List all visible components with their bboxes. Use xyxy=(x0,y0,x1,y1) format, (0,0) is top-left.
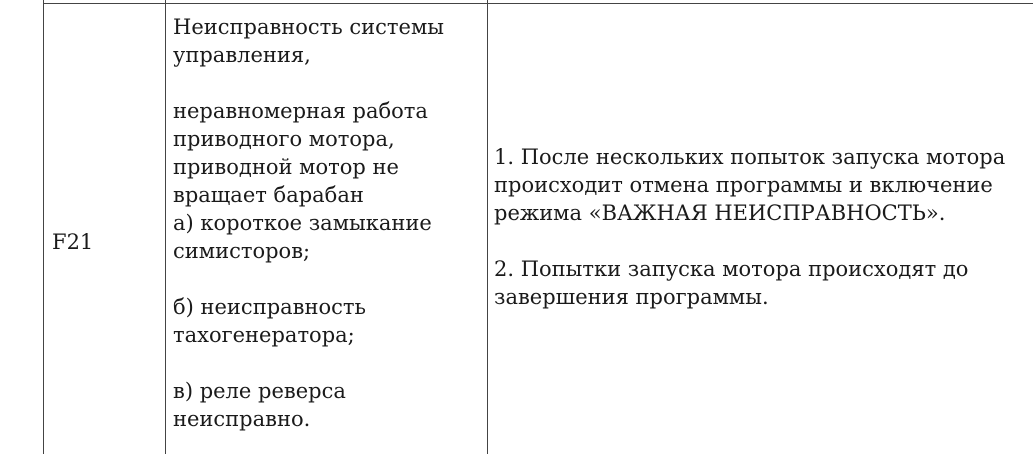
table-border-col2 xyxy=(487,0,488,454)
cause-b-line-1: б) неисправность xyxy=(173,295,366,319)
cause-a-line-2: симисторов; xyxy=(173,239,311,263)
symptom-line-3: приводной мотор не xyxy=(173,155,399,179)
cause-c-line-2: неисправно. xyxy=(173,407,311,431)
action-1-line-3: режима «ВАЖНАЯ НЕИСПРАВНОСТЬ». xyxy=(494,201,946,225)
table-border-top xyxy=(43,3,1033,4)
table-border-col1 xyxy=(165,0,166,454)
table-border-left xyxy=(43,0,44,454)
symptom-line-2: приводного мотора, xyxy=(173,127,395,151)
fault-description-cell xyxy=(173,13,473,433)
fault-code-cell xyxy=(52,228,93,256)
action-2-line-2: завершения программы. xyxy=(494,285,769,309)
fault-actions-cell xyxy=(494,143,1029,311)
action-1-line-1: 1. После нескольких попыток запуска мотора xyxy=(494,145,1006,169)
symptom-line-1: неравномерная работа xyxy=(173,99,428,123)
description-title-line-1: Неисправность системы xyxy=(173,15,445,39)
action-2-line-1: 2. Попытки запуска мотора происходят до xyxy=(494,257,969,281)
cause-c-line-1: в) реле реверса xyxy=(173,379,346,403)
cause-a-line-1: а) короткое замыкание xyxy=(173,211,432,235)
symptom-line-4: вращает барабан xyxy=(173,183,364,207)
description-title-line-2: управления, xyxy=(173,43,311,67)
action-1-line-2: происходит отмена программы и включение xyxy=(494,173,993,197)
fault-code: F21 xyxy=(52,230,94,254)
cause-b-line-2: тахогенератора; xyxy=(173,323,355,347)
